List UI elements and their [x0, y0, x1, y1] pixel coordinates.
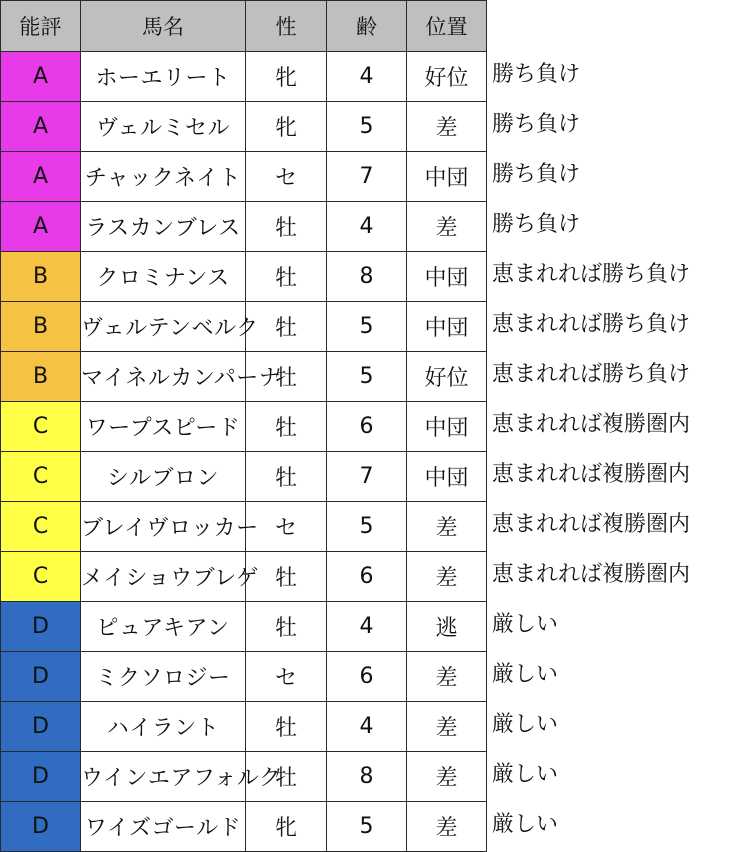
position-cell[interactable]: 差 [407, 752, 487, 802]
sex-cell[interactable]: 牝 [246, 102, 327, 152]
age-cell[interactable]: 4 [327, 602, 407, 652]
age-cell[interactable]: 8 [327, 252, 407, 302]
comment-cell[interactable]: 勝ち負け [492, 162, 581, 187]
table-row [1, 252, 487, 302]
sex-cell[interactable]: 牝 [246, 802, 327, 852]
header-age[interactable]: 齢 [327, 1, 407, 52]
position-cell[interactable]: 中団 [407, 302, 487, 352]
sex-cell[interactable]: 牡 [246, 302, 327, 352]
table-row [1, 652, 487, 702]
horse-name-cell[interactable]: ヴェルテンベルク [81, 302, 246, 352]
sex-cell[interactable]: セ [246, 502, 327, 552]
position-cell[interactable]: 差 [407, 102, 487, 152]
grade-cell[interactable]: C [1, 552, 81, 602]
horse-name-cell[interactable]: メイショウブレゲ [81, 552, 246, 602]
grade-cell[interactable]: A [1, 102, 81, 152]
sex-cell[interactable]: 牡 [246, 702, 327, 752]
grade-cell[interactable]: D [1, 802, 81, 852]
grade-cell[interactable]: D [1, 702, 81, 752]
table-row [1, 502, 487, 552]
comment-cell[interactable]: 厳しい [492, 762, 559, 787]
table-row [1, 752, 487, 802]
table-row [1, 452, 487, 502]
sex-cell[interactable]: 牡 [246, 202, 327, 252]
age-cell[interactable]: 5 [327, 352, 407, 402]
header-row [1, 1, 487, 52]
horse-name-cell[interactable]: チャックネイト [81, 152, 246, 202]
age-cell[interactable]: 5 [327, 802, 407, 852]
grade-cell[interactable]: C [1, 452, 81, 502]
comment-cell[interactable]: 勝ち負け [492, 62, 581, 87]
comment-cell[interactable]: 恵まれれば複勝圏内 [492, 562, 691, 587]
sex-cell[interactable]: 牝 [246, 52, 327, 102]
table-row [1, 152, 487, 202]
header-horse-name[interactable]: 馬名 [81, 1, 246, 52]
age-cell[interactable]: 5 [327, 502, 407, 552]
position-cell[interactable]: 中団 [407, 252, 487, 302]
position-cell[interactable]: 差 [407, 202, 487, 252]
comment-cell[interactable]: 恵まれれば複勝圏内 [492, 512, 691, 537]
age-cell[interactable]: 7 [327, 452, 407, 502]
position-cell[interactable]: 中団 [407, 402, 487, 452]
table-row [1, 302, 487, 352]
position-cell[interactable]: 差 [407, 802, 487, 852]
comment-cell[interactable]: 勝ち負け [492, 112, 581, 137]
comment-cell[interactable]: 厳しい [492, 612, 559, 637]
comment-cell[interactable]: 恵まれれば勝ち負け [492, 362, 691, 387]
horse-name-cell[interactable]: ヴェルミセル [81, 102, 246, 152]
grade-cell[interactable]: B [1, 352, 81, 402]
position-cell[interactable]: 好位 [407, 352, 487, 402]
grade-cell[interactable]: A [1, 152, 81, 202]
age-cell[interactable]: 4 [327, 52, 407, 102]
table-row [1, 402, 487, 452]
sex-cell[interactable]: セ [246, 152, 327, 202]
comment-cell[interactable]: 厳しい [492, 662, 559, 687]
table-row [1, 602, 487, 652]
position-cell[interactable]: 好位 [407, 52, 487, 102]
horse-name-cell[interactable]: シルブロン [81, 452, 246, 502]
comment-cell[interactable]: 厳しい [492, 812, 559, 837]
age-cell[interactable]: 4 [327, 702, 407, 752]
table-row [1, 102, 487, 152]
grade-cell[interactable]: A [1, 52, 81, 102]
grade-cell[interactable]: C [1, 502, 81, 552]
header-grade[interactable]: 能評 [1, 1, 81, 52]
table-row [1, 552, 487, 602]
age-cell[interactable]: 5 [327, 302, 407, 352]
horse-name-cell[interactable]: ピュアキアン [81, 602, 246, 652]
sex-cell[interactable]: 牡 [246, 352, 327, 402]
comment-column [486, 50, 734, 850]
age-cell[interactable]: 5 [327, 102, 407, 152]
position-cell[interactable]: 差 [407, 552, 487, 602]
table-row [1, 202, 487, 252]
sex-cell[interactable]: 牡 [246, 752, 327, 802]
position-cell[interactable]: 差 [407, 702, 487, 752]
age-cell[interactable]: 6 [327, 402, 407, 452]
horse-name-cell[interactable]: クロミナンス [81, 252, 246, 302]
grade-cell[interactable]: B [1, 302, 81, 352]
age-cell[interactable]: 8 [327, 752, 407, 802]
header-position[interactable]: 位置 [407, 1, 487, 52]
horse-name-cell[interactable]: ミクソロジー [81, 652, 246, 702]
horse-name-cell[interactable]: ワープスピード [81, 402, 246, 452]
age-cell[interactable]: 6 [327, 652, 407, 702]
sex-cell[interactable]: 牡 [246, 252, 327, 302]
position-cell[interactable]: 差 [407, 652, 487, 702]
position-cell[interactable]: 中団 [407, 152, 487, 202]
comment-cell[interactable]: 恵まれれば複勝圏内 [492, 412, 691, 437]
sex-cell[interactable]: 牡 [246, 552, 327, 602]
age-cell[interactable]: 6 [327, 552, 407, 602]
table-row [1, 352, 487, 402]
table-row [1, 702, 487, 752]
table-row [1, 802, 487, 852]
sex-cell[interactable]: セ [246, 652, 327, 702]
horse-name-cell[interactable]: ハイラント [81, 702, 246, 752]
comment-cell[interactable]: 厳しい [492, 712, 559, 737]
age-cell[interactable]: 7 [327, 152, 407, 202]
horse-name-cell[interactable]: ウインエアフォルク [81, 752, 246, 802]
sex-cell[interactable]: 牡 [246, 452, 327, 502]
horse-name-cell[interactable]: ホーエリート [81, 52, 246, 102]
grade-cell[interactable]: D [1, 602, 81, 652]
header-sex[interactable]: 性 [246, 1, 327, 52]
horse-name-cell[interactable]: ワイズゴールド [81, 802, 246, 852]
comment-cell[interactable]: 恵まれれば複勝圏内 [492, 462, 691, 487]
comment-cell[interactable]: 恵まれれば勝ち負け [492, 262, 691, 287]
position-cell[interactable]: 差 [407, 502, 487, 552]
grade-cell[interactable]: B [1, 252, 81, 302]
sex-cell[interactable]: 牡 [246, 402, 327, 452]
grade-cell[interactable]: C [1, 402, 81, 452]
horse-name-cell[interactable]: ラスカンブレス [81, 202, 246, 252]
table-row [1, 52, 487, 102]
position-cell[interactable]: 逃 [407, 602, 487, 652]
position-cell[interactable]: 中団 [407, 452, 487, 502]
sex-cell[interactable]: 牡 [246, 602, 327, 652]
grade-cell[interactable]: D [1, 752, 81, 802]
age-cell[interactable]: 4 [327, 202, 407, 252]
grade-cell[interactable]: A [1, 202, 81, 252]
horse-name-cell[interactable]: マイネルカンパーナ [81, 352, 246, 402]
comment-cell[interactable]: 恵まれれば勝ち負け [492, 312, 691, 337]
grade-cell[interactable]: D [1, 652, 81, 702]
horse-name-cell[interactable]: ブレイヴロッカー [81, 502, 246, 552]
comment-cell[interactable]: 勝ち負け [492, 212, 581, 237]
